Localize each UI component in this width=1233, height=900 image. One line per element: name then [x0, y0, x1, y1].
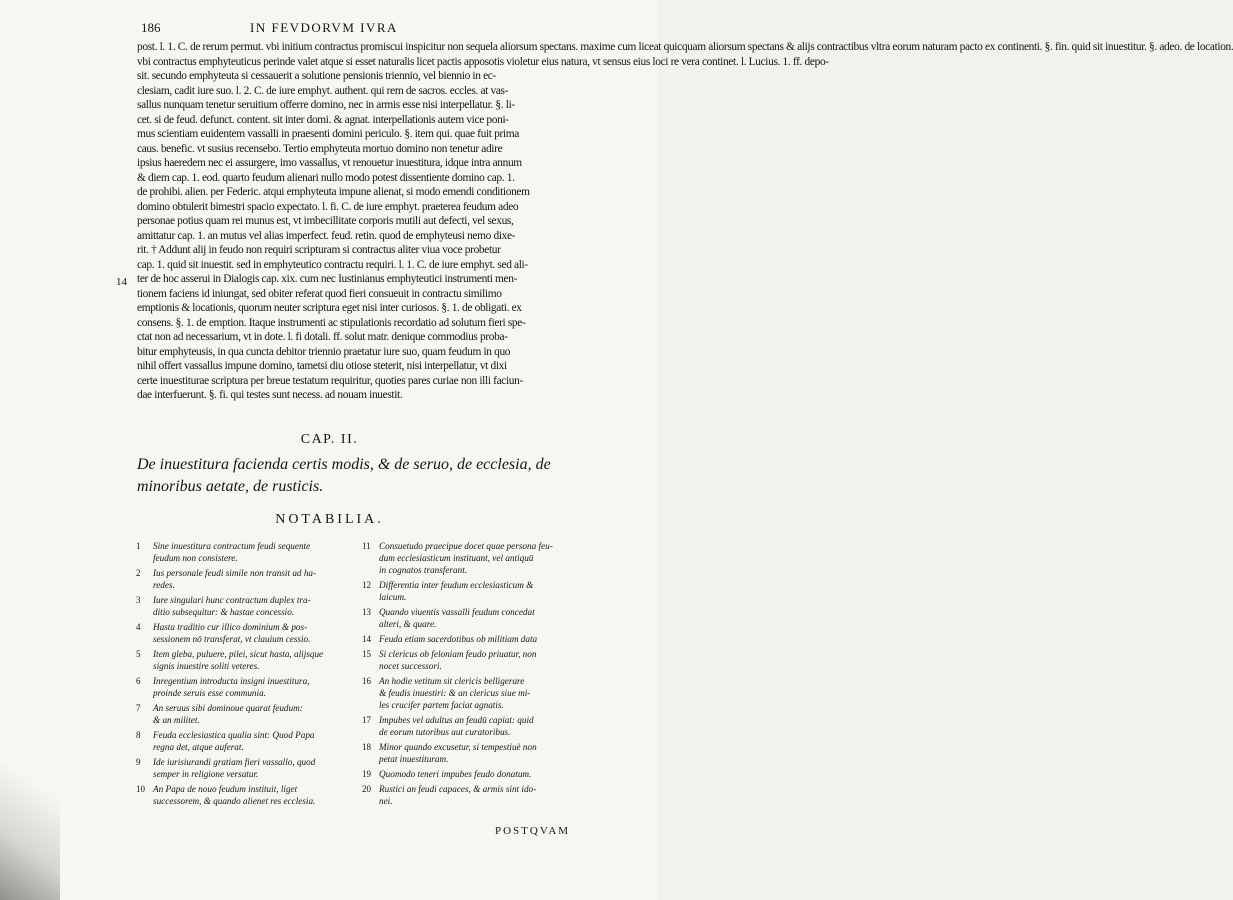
notabilia-item — [136, 540, 356, 564]
notabilia-number: 9 — [136, 757, 141, 767]
text-line: cap. 1. quid sit inuestit. sed in emphyteutico contractu requiri. l. 1. C. de iure emphyt. sed ali- — [137, 258, 528, 271]
notabilia-text: Inregentium introducta insigni inuestitura, — [153, 676, 310, 686]
notabilia-item — [362, 714, 610, 738]
notabilia-text: petat inuestituram. — [379, 754, 449, 764]
text-line: ipsius haeredem nec ei assurgere, imo vassallus, vt renouetur inuestitura, idque intra annum — [137, 157, 522, 169]
notabilia-text: nei. — [379, 796, 393, 806]
notabilia-number: 13 — [362, 607, 371, 617]
notabilia-text: signis inuestire soliti veteres. — [153, 661, 260, 671]
text-line: caus. benefic. vt susius recensebo. Tertio emphyteuta mortuo domino non tenetur adire — [137, 142, 503, 155]
text-line: emptionis & locationis, quorum neuter scriptura eget nisi inter curiosos. §. 1. de obligati. ex — [137, 302, 522, 314]
notabilia-number: 19 — [362, 769, 371, 779]
notabilia-text: redes. — [153, 580, 175, 590]
notabilia-number: 4 — [136, 622, 141, 632]
notabilia-text: les crucifer partem faciat agnatis. — [379, 700, 504, 710]
notabilia-text: Hasta traditio cur illico dominium & pos- — [153, 622, 308, 632]
text-line: bitur emphyteusis, in qua cuncta debitor triennio praetatur iure suo, quam feudum in quo — [137, 345, 511, 358]
notabilia-item — [362, 579, 610, 603]
notabilia-number: 20 — [362, 784, 371, 794]
notabilia-text: proinde seruis esse communia. — [153, 688, 266, 698]
notabilia-text: Consuetudo praecipue docet quae persona feu- — [379, 541, 553, 551]
notabilia-item — [136, 567, 356, 591]
notabilia-text: sessionem nō transferat, vt clauium cessio. — [153, 634, 311, 644]
text-line: post. l. 1. C. de rerum permut. vbi initium contractus promiscui inspicitur non sequela aliorsum spectans. maxime cum liceat quicquam aliorsum spectans & alijs contractibus vltra eorum naturam pacto ex continenti. §. fin. quid sit inuestitur. §. adeo. de location. — [137, 41, 1233, 53]
notabilia-text: Si clericus ob feloniam feudo priuatur, non — [379, 649, 537, 659]
notabilia-text: Item gleba, puluere, pilei, sicut hasta, alijsque — [153, 649, 324, 659]
notabilia-number: 6 — [136, 676, 141, 686]
catchword: POSTQVAM — [495, 825, 571, 837]
notabilia-text: Ide iurisiurandi gratiam fieri vassallo, quod — [153, 757, 316, 767]
notabilia-number: 1 — [136, 541, 141, 551]
notabilia-item — [362, 741, 610, 765]
notabilia-item — [362, 540, 610, 576]
notabilia-text: & feudis inuestiri: & an clericus siue mi- — [379, 688, 531, 698]
notabilia-text: de eorum tutoribus aut curatoribus. — [379, 727, 511, 737]
notabilia-heading: NOTABILIA. — [275, 512, 384, 527]
text-line: sit. secundo emphyteuta si cessauerit a solutione pensionis triennio, vel biennio in ec- — [137, 70, 496, 82]
notabilia-number: 17 — [362, 715, 371, 725]
notabilia-text: Sine inuestitura contractum feudi sequente — [153, 541, 311, 551]
notabilia-number: 15 — [362, 649, 371, 659]
notabilia-item — [136, 756, 356, 780]
commentary-text — [137, 40, 1233, 403]
notabilia-item — [136, 675, 356, 699]
notabilia-text: Rustici an feudi capaces, & armis sint ido- — [379, 784, 537, 794]
text-line: ter de hoc asserui in Dialogis cap. xix. cum nec Iustinianus emphyteutici instrumenti men- — [137, 273, 518, 285]
text-line: sallus nunquam tenetur seruitium offerre domino, nec in armis esse nisi interpellatur. §. li- — [137, 99, 515, 111]
text-line: personae potius quam rei munus est, vt imbecillitate corporis mutili aut defecti, vel sexus, — [137, 215, 514, 227]
notabilia-item — [362, 783, 610, 807]
notabilia-number: 14 — [362, 634, 371, 644]
margin-note-number: 14 — [116, 276, 127, 288]
notabilia-item — [136, 783, 356, 807]
notabilia-text: laicum. — [379, 592, 407, 602]
notabilia-text: feudum non consistere. — [153, 553, 238, 563]
notabilia-text: ditio subsequitur: & hastae concessio. — [153, 607, 295, 617]
binding-shadow — [0, 740, 60, 900]
notabilia-item — [136, 729, 356, 753]
notabilia-text: & an militet. — [153, 715, 200, 725]
notabilia-text: nocet successori. — [379, 661, 442, 671]
text-line: amittatur cap. 1. an mutus vel alias imperfect. feud. retin. quod de emphyteusi nemo dixe- — [137, 229, 516, 242]
notabilia-text: in cognatos transferant. — [379, 565, 468, 575]
running-head: IN FEVDORVM IVRA — [250, 20, 398, 35]
notabilia-text: Impubes vel adultus an feudū capiat: quid — [379, 715, 534, 725]
text-line: domino obtulerit bimestri spacio expectato. l. fi. C. de iure emphyt. praeterea feudum adeo — [137, 200, 519, 213]
text-line: cet. si de feud. defunct. content. sit inter domi. & agnat. interpellationis autem vice poni- — [137, 113, 509, 126]
notabilia-right-column — [362, 540, 610, 810]
notabilia-number: 8 — [136, 730, 141, 740]
notabilia-text: semper in religione versatur. — [153, 769, 259, 779]
notabilia-text: Minor quando excusetur, si tempestiuè non — [379, 742, 537, 752]
notabilia-item — [362, 606, 610, 630]
text-line: mus scientiam euidentem vassalli in praesenti domini periculo. §. item qui. quae fuit prima — [137, 128, 519, 140]
notabilia-text: Feuda etiam sacerdotibus ob militiam data — [379, 634, 538, 644]
notabilia-item — [136, 621, 356, 645]
text-line: nihil offert vassallus impune domino, tametsi diu otiose steterit, nisi interpellatur, vt dixi — [137, 360, 507, 372]
chapter-number: CAP. II. — [300, 432, 359, 447]
text-line: clesiam, cadit iure suo. l. 2. C. de iure emphyt. authent. qui rem de sacros. eccles. at vas- — [137, 84, 509, 97]
notabilia-text: dum ecclesiasticum instituant, vel antiquū — [379, 553, 534, 563]
notabilia-number: 5 — [136, 649, 141, 659]
notabilia-left-column — [136, 540, 356, 810]
notabilia-number: 18 — [362, 742, 371, 752]
notabilia-text: alteri, & quare. — [379, 619, 437, 629]
notabilia-item — [362, 768, 610, 780]
notabilia-number: 3 — [136, 595, 141, 605]
text-line: consens. §. 1. de emption. Itaque instrumenti ac stipulationis recordatio ad solutum fieri spe- — [137, 316, 526, 329]
notabilia-text: Differentia inter feudum ecclesiasticum & — [379, 580, 534, 590]
notabilia-item — [136, 594, 356, 618]
notabilia-number: 11 — [362, 541, 371, 551]
notabilia-item — [136, 702, 356, 726]
notabilia-text: An Papa de nouo feudum instituit, liget — [153, 784, 298, 794]
notabilia-item — [362, 648, 610, 672]
notabilia-item — [136, 648, 356, 672]
notabilia-text: An hodie vetitum sit clericis belligerare — [379, 676, 525, 686]
notabilia-number: 12 — [362, 580, 371, 590]
text-line: certe inuestiturae scriptura per breue testatum requiritur, quoties pares curiae non illi faciun- — [137, 374, 523, 387]
text-line: & diem cap. 1. eod. quarto feudum alienari nullo modo potest dissentiente domino cap. 1. — [137, 171, 515, 184]
text-line: rit. † Addunt alij in feudo non requiri scripturam si contractus aliter viua voce probetur — [137, 244, 501, 256]
notabilia-item — [362, 675, 610, 711]
notabilia-number: 7 — [136, 703, 141, 713]
text-line: dae interfuerunt. §. fi. qui testes sunt necess. ad nouam inuestit. — [137, 389, 403, 401]
text-line: de prohibi. alien. per Federic. atqui emphyteuta impune alienat, si modo emendi conditionem — [137, 186, 530, 198]
page-number: 186 — [141, 20, 161, 35]
notabilia-number: 2 — [136, 568, 141, 578]
notabilia-text: Quando viuentis vassalli feudum concedat — [379, 607, 535, 617]
notabilia-text: Quomodo teneri impubes feudo donatum. — [379, 769, 532, 779]
notabilia-item — [362, 633, 610, 645]
notabilia-text: Iure singulari hunc contractum duplex tra- — [153, 595, 311, 605]
notabilia-text: regna det, atque auferat. — [153, 742, 244, 752]
notabilia-text: Feuda ecclesiastica qualia sint: Quod Papa — [153, 730, 315, 740]
notabilia-text: Ius personale feudi simile non transit ad ha- — [153, 568, 317, 578]
text-line: tionem faciens id iniungat, sed obiter referat quod fieri consueuit in contractu similimo — [137, 287, 502, 300]
notabilia-text: successorem, & quando alienet res ecclesia. — [153, 796, 316, 806]
notabilia-text: An seruus sibi dominoue quarat feudum: — [153, 703, 303, 713]
text-line: ctat non ad necessarium, vt in dote. l. fi dotali. ff. solut matr. denique commodius proba- — [137, 331, 508, 343]
notabilia-number: 10 — [136, 784, 145, 794]
notabilia-number: 16 — [362, 676, 371, 686]
text-line: vbi contractus emphyteuticus perinde valet atque si esset naturalis licet pactis apposotis violetur eius natura, vt sensus eius loci re vera continet. l. Lucius. 1. ff. depo- — [137, 55, 829, 68]
chapter-title: De inuestitura facienda certis modis, & de seruo, de ecclesia, de minoribus aetate, de rusticis. — [137, 456, 551, 495]
